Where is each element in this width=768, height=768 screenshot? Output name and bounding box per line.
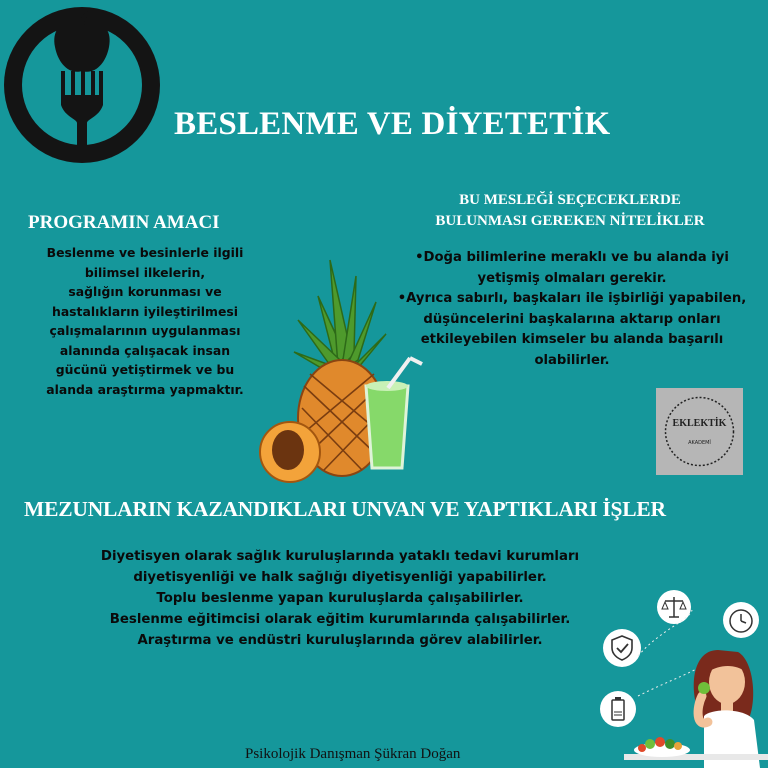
logo-apple-fork-icon [3, 5, 165, 167]
qualities-line: düşüncelerini başkalarına aktarıp onları [423, 311, 721, 327]
qualities-heading-line: BULUNMASI GEREKEN NİTELİKLER [435, 213, 705, 229]
graduates-text [80, 546, 600, 651]
graduates-line: Toplu beslenme yapan kuruluşlarda çalışabilirler. [156, 591, 524, 606]
badge-text-top: EKLEKTİK [672, 418, 727, 429]
woman-eating-illustration [612, 642, 768, 768]
qualities-text [384, 248, 760, 371]
program-line: alanda araştırma yapmaktır. [46, 381, 244, 397]
program-line: bilimsel ilkelerin, [84, 264, 206, 280]
graduates-line: Beslenme eğitimcisi olarak eğitim kurumlarında çalışabilirler. [109, 612, 571, 627]
page-title: BESLENME VE DİYETETİK [174, 106, 611, 142]
graduates-line: Araştırma ve endüstri kuruluşlarında görev alabilirler. [137, 633, 543, 648]
pineapple-juice-illustration [258, 256, 430, 492]
program-line: gücünü yetiştirmek ve bu [55, 362, 235, 377]
program-text [26, 243, 264, 399]
badge-text-bottom: AKADEMİ [688, 440, 711, 446]
qualities-heading-line: BU MESLEĞİ SEÇECEKLERDE [459, 192, 681, 208]
program-line: çalışmalarının uygulanması [49, 323, 241, 338]
badge-ring-icon [656, 388, 743, 475]
graduates-line: diyetisyenliği ve halk sağlığı diyetisyenliği yapabilirler. [133, 570, 547, 585]
qualities-line: •Doğa bilimlerine meraklı ve bu alanda iyi [415, 250, 729, 265]
program-line: hastalıkların iyileştirilmesi [52, 303, 238, 319]
eklektik-badge [656, 388, 743, 475]
qualities-line: etkileyebilen kimseler bu alanda başarılı [420, 332, 724, 347]
program-heading: PROGRAMIN AMACI [28, 212, 220, 233]
qualities-line: •Ayrıca sabırlı, başkaları ile işbirliği yapabilen, [397, 291, 747, 306]
graduates-line: Diyetisyen olarak sağlık kuruluşlarında yataklı tedavi kurumları [100, 549, 580, 564]
graduates-heading: MEZUNLARIN KAZANDIKLARI UNVAN VE YAPTIKLARI İŞLER [24, 497, 666, 521]
program-line: sağlığın korunması ve [68, 284, 222, 299]
qualities-line: yetişmiş olmaları gerekir. [477, 270, 667, 286]
footer-author: Psikolojik Danışman Şükran Doğan [245, 746, 461, 762]
program-line: alanında çalışacak insan [59, 342, 231, 358]
program-line: Beslenme ve besinlerle ilgili [46, 245, 244, 260]
qualities-line: olabilirler. [534, 352, 610, 368]
qualities-heading [400, 190, 740, 232]
